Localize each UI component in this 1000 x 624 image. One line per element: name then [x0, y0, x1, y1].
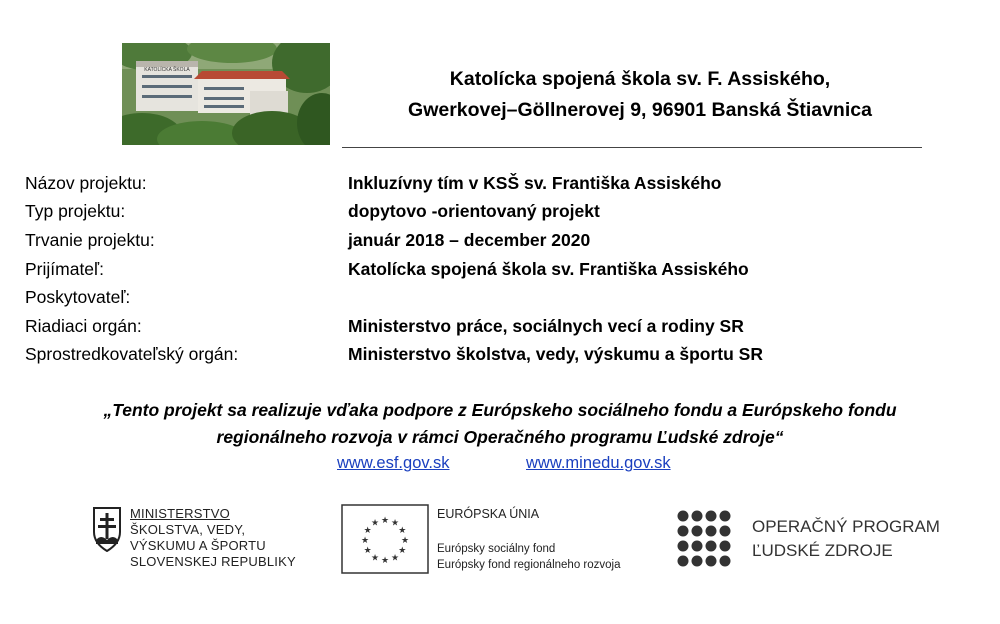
slovak-coat-of-arms-icon: [92, 506, 122, 552]
photo-caption: KATOLÍCKA ŠKOLA: [144, 67, 190, 73]
minedu-link[interactable]: www.minedu.gov.sk: [526, 454, 671, 472]
info-label: Riadiaci orgán:: [25, 315, 142, 336]
link-minedu-wrap: [526, 454, 671, 473]
svg-text:★: ★: [363, 526, 372, 536]
info-label: Názov projektu:: [25, 172, 147, 193]
header-divider: [342, 147, 922, 148]
info-label: Trvanie projektu:: [25, 229, 155, 250]
svg-text:★: ★: [360, 536, 370, 546]
ministry-line2: ŠKOLSTVA, VEDY,: [130, 522, 246, 537]
eu-title: EURÓPSKA ÚNIA: [437, 507, 540, 521]
ministry-line4: SLOVENSKEJ REPUBLIKY: [130, 554, 296, 569]
ministry-line3: VÝSKUMU A ŠPORTU: [130, 538, 266, 553]
info-value: Katolícka spojená škola sv. Františka Assiského: [348, 258, 749, 279]
eu-logo: [341, 504, 620, 574]
info-label: Sprostredkovateľský orgán:: [25, 344, 239, 365]
info-row: [25, 341, 763, 370]
eu-flag-icon: [341, 504, 429, 574]
info-row: [25, 226, 763, 255]
info-label: Prijímateľ:: [25, 258, 105, 279]
svg-text:★: ★: [390, 518, 400, 529]
info-row: [25, 255, 763, 284]
ministry-line1: MINISTERSTVO: [130, 506, 230, 521]
op-line2: ĽUDSKÉ ZDROJE: [752, 541, 893, 560]
info-row: [25, 283, 763, 312]
info-label: Poskytovateľ:: [25, 287, 131, 308]
link-esf-wrap: [337, 454, 449, 473]
info-value: Ministerstvo školstva, vedy, výskumu a športu SR: [348, 344, 763, 365]
info-label: Typ projektu:: [25, 201, 126, 222]
school-header: [340, 64, 940, 126]
project-info-table: [25, 169, 763, 369]
svg-text:★: ★: [363, 546, 372, 556]
op-line1: OPERAČNÝ PROGRAM: [752, 517, 940, 536]
info-value: dopytovo -orientovaný projekt: [348, 201, 600, 222]
eu-fund-line1: Európsky sociálny fond: [437, 543, 556, 555]
funding-statement-line1: „Tento projekt sa realizuje vďaka podpore z Európskeho sociálneho fondu a Európskeho fondu: [103, 400, 897, 420]
op-dots-icon: [676, 510, 732, 568]
svg-text:★: ★: [390, 553, 400, 564]
school-name: Katolícka spojená škola sv. F. Assiského,: [449, 68, 831, 90]
svg-text:★: ★: [380, 516, 390, 526]
info-row: [25, 198, 763, 227]
info-value: Inkluzívny tím v KSŠ sv. Františka Assiského: [348, 172, 722, 193]
svg-text:★: ★: [370, 518, 380, 529]
esf-link[interactable]: www.esf.gov.sk: [337, 454, 450, 472]
info-value: január 2018 – december 2020: [348, 229, 591, 250]
eu-fund-line2: Európsky fond regionálneho rozvoja: [437, 559, 621, 571]
ministry-logo: [92, 506, 296, 570]
svg-text:★: ★: [398, 526, 407, 536]
funding-statement-line2: regionálneho rozvoja v rámci Operačného programu Ľudské zdroje“: [216, 427, 784, 447]
school-photo: [122, 43, 330, 145]
funding-statement: [0, 397, 1000, 451]
op-logo: [676, 510, 940, 568]
info-row: [25, 312, 763, 341]
school-address: Gwerkovej–Göllnerovej 9, 96901 Banská Štiavnica: [408, 99, 872, 121]
info-row: [25, 169, 763, 198]
svg-text:★: ★: [398, 546, 407, 556]
info-value: Ministerstvo práce, sociálnych vecí a rodiny SR: [348, 315, 744, 336]
svg-text:★: ★: [400, 536, 410, 546]
svg-text:★: ★: [370, 553, 380, 564]
svg-text:★: ★: [380, 556, 390, 566]
